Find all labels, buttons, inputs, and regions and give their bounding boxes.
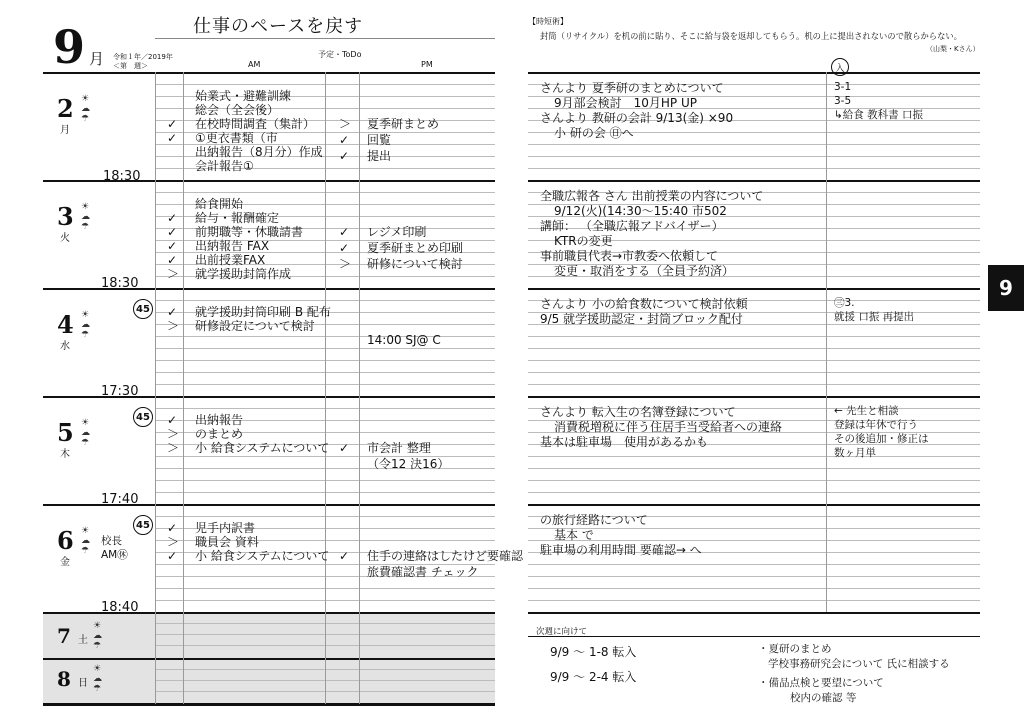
am-task: 総会（全会後） [195, 103, 280, 117]
am-task: 小 給食システムについて [195, 441, 330, 455]
task-check: ✓ [167, 225, 178, 239]
note-line: 小 研の会 ㊐へ [554, 126, 634, 140]
day-weekday-5: 木 [60, 449, 70, 460]
note-line: 基本は駐車場 使用があるかも [540, 435, 709, 449]
note-line: さんより 小の給食数について検討依頼 [540, 297, 748, 311]
am-task: 出納報告（8月分）作成 [195, 145, 323, 159]
am-task: 会計報告① [195, 159, 254, 173]
next-week-right-1: ・夏研のまとめ [758, 643, 832, 655]
week-title: 仕事のペースを戻す [193, 16, 364, 37]
next-week-left-2: 9/9 〜 2-4 転入 [550, 670, 637, 684]
task-check: ＞ [167, 427, 180, 441]
end-time-5: 17:40 [101, 492, 139, 507]
pm-task: 市会計 整理 [367, 441, 431, 455]
note-line: 事前職員代表→市教委へ依頼して [540, 249, 719, 263]
am-task: 研修設定について検討 [195, 319, 315, 333]
task-check: ✓ [167, 131, 178, 145]
task-check: ＞ [167, 441, 180, 455]
task-check: ✓ [167, 413, 178, 427]
am-label: AM [248, 60, 261, 69]
note-line: 消費税増税に伴う住居手当受給者への連絡 [554, 420, 783, 434]
next-week-right-3: ・備品点検と要望について [758, 677, 884, 689]
end-time-3: 18:30 [101, 276, 139, 291]
note-line: KTRの変更 [554, 234, 613, 248]
weather-icons: ☀ ☁ ☂ [81, 310, 90, 340]
pm-task: （令12 決16） [367, 457, 450, 471]
day-weekday-8: 日 [78, 678, 88, 689]
memo-body: 封筒（リサイクル）を机の前に貼り、そこに給与袋を返却してもらう。机の上に提出されないので散らからない。 [540, 31, 962, 41]
side-note: ㊂3. [834, 297, 855, 309]
am-task: 出納報告 FAX [195, 239, 270, 253]
month-number: 9 [53, 20, 86, 74]
side-note: ↳給食 教科書 口振 [834, 109, 923, 121]
era-year: 令和１年／2019年 [113, 53, 173, 61]
note-line: 講師： （全職広報アドバイザー） [540, 219, 724, 233]
weather-icons: ☀ ☁ ☂ [81, 526, 90, 556]
day-weekday-3: 火 [60, 233, 70, 244]
pm-task: 研修について検討 [367, 257, 463, 271]
left-page [43, 14, 524, 704]
side-note: ← 先生と相談 [834, 405, 899, 417]
day-number-2: 2 [57, 94, 74, 123]
side-note: 登録は年休で行う [834, 419, 918, 431]
end-time-2: 18:30 [103, 169, 141, 184]
task-check: ＞ [339, 117, 352, 131]
note-line: の旅行経路について [540, 513, 648, 527]
task-check: ＞ [167, 319, 180, 333]
weather-icons: ☀ ☁ ☂ [93, 664, 102, 694]
day-number-8: 8 [57, 667, 71, 691]
month-tab[interactable]: 9 [988, 265, 1024, 311]
note-line: 変更・取消をする（全員予約済） [554, 264, 735, 278]
task-check: ＞ [167, 267, 180, 281]
entries-layer [43, 14, 524, 704]
am-task: 職員会 資料 [195, 535, 259, 549]
side-note: 3-1 [834, 81, 852, 93]
day-number-3: 3 [57, 202, 74, 231]
day-weekday-7: 土 [78, 635, 88, 646]
pm-label: PM [421, 60, 433, 69]
badge-45: 45 [133, 407, 153, 427]
am-task: 始業式・避難訓練 [195, 89, 292, 103]
day-number-5: 5 [57, 418, 74, 447]
notes-entries [528, 14, 980, 704]
next-week-title: 次週に向けて [536, 627, 588, 637]
am-task: 児手内訳書 [195, 521, 256, 535]
side-note: 3-5 [834, 95, 852, 107]
task-check: ✓ [339, 441, 350, 455]
am-task: 就学援助封筒作成 [195, 267, 292, 281]
memo-credit: （山梨・Kさん） [926, 45, 980, 53]
note-line: さんより 夏季研のまとめについて [540, 81, 724, 95]
day-weekday-2: 月 [60, 125, 70, 136]
pm-task: 回覧 [367, 133, 392, 147]
task-check: ✓ [167, 549, 178, 563]
task-check: ✓ [339, 549, 350, 563]
task-check: ✓ [339, 133, 350, 147]
side-note-6: 校長 AM㊡ [101, 535, 128, 561]
week-label: ＜第 週＞ [113, 62, 148, 70]
am-task: 給食開始 [195, 197, 244, 211]
weather-icons: ☀ ☁ ☂ [81, 202, 90, 232]
pm-task: 住手の連絡はしたけど要確認 [367, 549, 524, 563]
next-week-right-4: 校内の確認 等 [790, 692, 857, 704]
pm-task: 旅費確認書 チェック [367, 565, 479, 579]
task-check: ✓ [167, 239, 178, 253]
note-line: 9月部会検討 10月HP UP [554, 96, 697, 110]
task-check: ＞ [167, 535, 180, 549]
weather-icons: ☀ ☁ ☂ [81, 94, 90, 124]
am-task: 前期職等・休職請書 [195, 225, 304, 239]
side-note: その後追加・修正は [834, 433, 929, 445]
side-note: 就援 口振 再提出 [834, 311, 915, 323]
next-week-right-2: 学校事務研究会について 氏に相談する [768, 658, 950, 670]
pm-task: 提出 [367, 149, 392, 163]
plan-label: 予定・ToDo [318, 50, 362, 59]
weather-icons: ☀ ☁ ☂ [93, 621, 102, 651]
note-line: 全職広報各 さん 出前授業の内容について [540, 189, 764, 203]
note-line: 9/12(火)(14:30〜15:40 市502 [554, 204, 727, 218]
task-check: ✓ [167, 305, 178, 319]
task-check: ✓ [339, 225, 350, 239]
task-check: ✓ [167, 253, 178, 267]
task-check: ✓ [167, 117, 178, 131]
badge-45: 45 [133, 515, 153, 535]
note-line: 駐車場の利用時間 要確認→ へ [540, 543, 702, 557]
note-line: さんより 教研の会計 9/13(金) ×90 [540, 111, 734, 125]
month-kanji: 月 [89, 50, 105, 68]
day-number-6: 6 [57, 526, 74, 555]
am-task: 就学援助封筒印刷 B 配布 [195, 305, 331, 319]
memo-title: 【時短術】 [528, 17, 568, 26]
am-task: 在校時間調査（集計） [195, 117, 316, 131]
task-check: ✓ [339, 241, 350, 255]
pm-task: 14:00 SJ@ C [367, 333, 441, 347]
day-weekday-6: 金 [60, 557, 70, 568]
right-page [528, 14, 980, 704]
badge-45: 45 [133, 299, 153, 319]
task-check: ＞ [339, 257, 352, 271]
day-number-7: 7 [57, 624, 71, 648]
day-number-4: 4 [57, 310, 74, 339]
day-weekday-4: 水 [60, 341, 70, 352]
side-note: 数ヶ月単 [834, 447, 876, 459]
am-task: 小 給食システムについて [195, 549, 330, 563]
task-check: ✓ [167, 211, 178, 225]
am-task: のまとめ [195, 427, 244, 441]
am-task: 給与・報酬確定 [195, 211, 280, 225]
am-task: 出納報告 [195, 413, 244, 427]
task-check: ✓ [167, 521, 178, 535]
am-task: ①更衣書類（市 [195, 131, 278, 145]
pm-task: レジメ印刷 [367, 225, 427, 239]
corner-mark: 入 [831, 58, 849, 76]
am-task: 出前授業FAX [195, 253, 266, 267]
end-time-4: 17:30 [101, 384, 139, 399]
pm-task: 夏季研まとめ印刷 [367, 241, 464, 255]
note-line: さんより 転入生の名簿登録について [540, 405, 736, 419]
note-line: 9/5 就学援助認定・封筒ブロック配付 [540, 312, 743, 326]
next-week-left-1: 9/9 〜 1-8 転入 [550, 645, 637, 659]
weather-icons: ☀ ☁ ☂ [81, 418, 90, 448]
pm-task: 夏季研まとめ [367, 117, 440, 131]
end-time-6: 18:40 [101, 600, 139, 615]
task-check: ✓ [339, 149, 350, 163]
note-line: 基本 で [554, 528, 594, 542]
